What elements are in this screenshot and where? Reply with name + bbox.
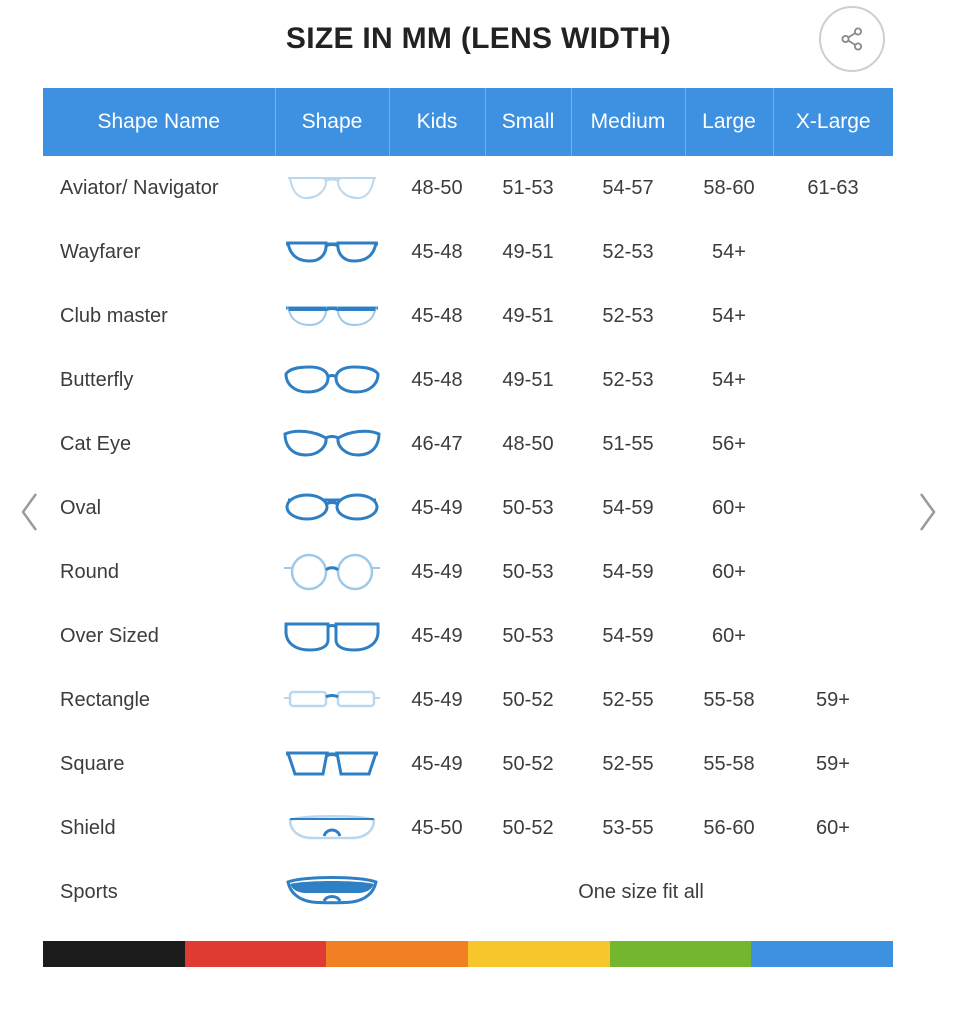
shape-name: Over Sized [43,604,275,668]
table-row [43,348,893,412]
size-medium: 52-53 [571,284,685,348]
size-small: 50-52 [485,668,571,732]
color-swatch-orange [326,941,468,967]
shape-name: Cat Eye [43,412,275,476]
size-xlarge [773,604,893,668]
table-row [43,860,893,924]
column-header-xlarge: X-Large [773,88,893,156]
sports-glasses-icon [275,860,389,924]
size-xlarge: 61-63 [773,156,893,220]
size-large: 54+ [685,348,773,412]
size-large: 56-60 [685,796,773,860]
clubmaster-glasses-icon [275,284,389,348]
shape-name: Rectangle [43,668,275,732]
shape-name: Oval [43,476,275,540]
column-header-large: Large [685,88,773,156]
size-small: 50-53 [485,476,571,540]
size-table-container [43,88,893,924]
size-small: 50-53 [485,540,571,604]
size-small: 50-53 [485,604,571,668]
size-small: 49-51 [485,284,571,348]
aviator-glasses-icon [275,156,389,220]
cateye-glasses-icon [275,412,389,476]
column-header-shape: Shape [275,88,389,156]
size-xlarge [773,476,893,540]
size-large: 54+ [685,220,773,284]
size-xlarge: 59+ [773,732,893,796]
shape-name: Shield [43,796,275,860]
previous-slide-button[interactable] [10,482,50,542]
size-large: 55-58 [685,732,773,796]
shape-name: Wayfarer [43,220,275,284]
table-row [43,412,893,476]
color-swatch-blue [751,941,893,967]
size-medium: 52-55 [571,732,685,796]
next-slide-button[interactable] [907,482,947,542]
size-kids: 45-48 [389,348,485,412]
size-large: 55-58 [685,668,773,732]
size-medium: 54-59 [571,476,685,540]
size-kids: 45-49 [389,540,485,604]
size-xlarge [773,220,893,284]
butterfly-glasses-icon [275,348,389,412]
table-row [43,604,893,668]
size-large: 54+ [685,284,773,348]
size-medium: 54-57 [571,156,685,220]
color-swatch-red [185,941,327,967]
shape-name: Square [43,732,275,796]
page-title: SIZE IN MM (LENS WIDTH) [285,22,672,55]
size-kids: 45-48 [389,284,485,348]
size-kids: 45-48 [389,220,485,284]
size-large: 56+ [685,412,773,476]
size-xlarge: 60+ [773,796,893,860]
size-kids: 45-49 [389,476,485,540]
size-large: 60+ [685,476,773,540]
size-kids: 48-50 [389,156,485,220]
color-bar [43,941,893,967]
column-header-small: Small [485,88,571,156]
table-row [43,156,893,220]
size-table [43,88,893,924]
shape-name: Sports [43,860,275,924]
rectangle-glasses-icon [275,668,389,732]
header [0,0,957,88]
size-small: 51-53 [485,156,571,220]
table-row [43,668,893,732]
size-kids: 45-50 [389,796,485,860]
table-body [43,156,893,924]
share-icon [838,25,866,53]
square-glasses-icon [275,732,389,796]
table-header-row [43,88,893,156]
size-xlarge [773,348,893,412]
size-kids: 45-49 [389,604,485,668]
table-row [43,796,893,860]
size-medium: 53-55 [571,796,685,860]
color-swatch-green [610,941,752,967]
size-small: 49-51 [485,220,571,284]
column-header-medium: Medium [571,88,685,156]
round-glasses-icon [275,540,389,604]
one-size-note: One size fit all [389,860,893,924]
size-kids: 45-49 [389,732,485,796]
size-medium: 51-55 [571,412,685,476]
size-xlarge [773,540,893,604]
size-medium: 54-59 [571,604,685,668]
size-small: 49-51 [485,348,571,412]
table-row [43,540,893,604]
chevron-left-icon [18,490,42,534]
size-xlarge: 59+ [773,668,893,732]
shape-name: Club master [43,284,275,348]
size-kids: 45-49 [389,668,485,732]
size-small: 48-50 [485,412,571,476]
size-medium: 52-53 [571,348,685,412]
size-large: 60+ [685,540,773,604]
shape-name: Butterfly [43,348,275,412]
size-medium: 52-53 [571,220,685,284]
table-row [43,220,893,284]
size-xlarge [773,412,893,476]
shape-name: Aviator/ Navigator [43,156,275,220]
size-xlarge [773,284,893,348]
color-swatch-yellow [468,941,610,967]
column-header-shape-name: Shape Name [43,88,275,156]
oval-glasses-icon [275,476,389,540]
size-large: 58-60 [685,156,773,220]
table-row [43,732,893,796]
chevron-right-icon [915,490,939,534]
share-button[interactable] [819,6,885,72]
size-medium: 52-55 [571,668,685,732]
table-row [43,284,893,348]
oversized-glasses-icon [275,604,389,668]
column-header-kids: Kids [389,88,485,156]
size-kids: 46-47 [389,412,485,476]
shape-name: Round [43,540,275,604]
size-small: 50-52 [485,732,571,796]
size-medium: 54-59 [571,540,685,604]
wayfarer-glasses-icon [275,220,389,284]
color-swatch-black [43,941,185,967]
shield-glasses-icon [275,796,389,860]
size-small: 50-52 [485,796,571,860]
table-row [43,476,893,540]
size-large: 60+ [685,604,773,668]
